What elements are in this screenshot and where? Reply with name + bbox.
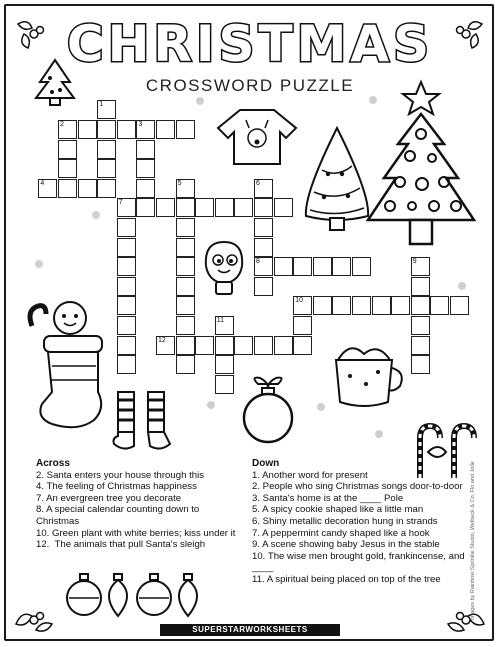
- crossword-cell[interactable]: [234, 198, 253, 217]
- christmas-tree-icon: [364, 78, 478, 252]
- crossword-cell[interactable]: [176, 120, 195, 139]
- crossword-cell[interactable]: [254, 179, 273, 198]
- clue-across-7: 7. An evergreen tree you decorate: [36, 492, 182, 504]
- crossword-cell[interactable]: [254, 336, 273, 355]
- crossword-cell[interactable]: [411, 257, 430, 276]
- crossword-cell[interactable]: [117, 336, 136, 355]
- clue-across-4: 4. The feeling of Christmas happiness: [36, 481, 197, 493]
- page-title: CHRISTMAS: [66, 15, 434, 73]
- snow-dot: [35, 260, 43, 268]
- snow-dot: [92, 211, 100, 219]
- snow-dot: [196, 97, 204, 105]
- crossword-cell[interactable]: [97, 140, 116, 159]
- crossword-cell[interactable]: [234, 336, 253, 355]
- crossword-cell[interactable]: [58, 179, 77, 198]
- crossword-cell[interactable]: [332, 257, 351, 276]
- crossword-cell[interactable]: [352, 257, 371, 276]
- crossword-cell[interactable]: [176, 198, 195, 217]
- ornament-icon: [240, 374, 296, 446]
- clue-down-6: 6. Shiny metallic decoration hung in strands: [252, 515, 438, 527]
- crossword-cell[interactable]: [176, 218, 195, 237]
- crossword-cell[interactable]: [97, 120, 116, 139]
- crossword-cell[interactable]: [274, 336, 293, 355]
- crossword-cell[interactable]: [215, 336, 234, 355]
- crossword-cell[interactable]: [313, 257, 332, 276]
- cone-tree-icon: [300, 124, 374, 232]
- crossword-cell[interactable]: [136, 159, 155, 178]
- crossword-cell[interactable]: [411, 336, 430, 355]
- clue-down-7: 7. A peppermint candy shaped like a hook: [252, 527, 430, 539]
- crossword-cell[interactable]: [254, 257, 273, 276]
- snow-dot: [207, 401, 215, 409]
- clue-number: 9: [412, 258, 417, 266]
- crossword-cell[interactable]: [215, 198, 234, 217]
- crossword-cell[interactable]: [254, 198, 273, 217]
- crossword-cell[interactable]: [411, 296, 430, 315]
- clue-across-2: 2. Santa enters your house through this: [36, 469, 204, 481]
- crossword-cell[interactable]: [156, 336, 175, 355]
- crossword-cell[interactable]: [274, 257, 293, 276]
- snow-dot: [458, 282, 466, 290]
- crossword-cell[interactable]: [58, 140, 77, 159]
- crossword-cell[interactable]: [450, 296, 469, 315]
- across-clues: [36, 458, 244, 551]
- crossword-cell[interactable]: [411, 277, 430, 296]
- clue-across-12: 12. The animals that pull Santa's sleigh: [36, 539, 206, 551]
- clue-down-2: 2. People who sing Christmas songs door-to-door: [252, 481, 463, 493]
- clue-number: 2: [60, 121, 64, 128]
- crossword-cell[interactable]: [254, 277, 273, 296]
- crossword-cell[interactable]: [78, 120, 97, 139]
- crossword-cell[interactable]: [372, 296, 391, 315]
- crossword-cell[interactable]: [58, 159, 77, 178]
- crossword-cell[interactable]: [58, 120, 77, 139]
- clue-number: 8: [256, 258, 260, 266]
- hot-cocoa-mug-icon: [328, 332, 408, 412]
- crossword-cell[interactable]: [97, 179, 116, 198]
- crossword-cell[interactable]: [176, 296, 195, 315]
- crossword-cell[interactable]: [254, 218, 273, 237]
- lightbulb-character-icon: [200, 238, 248, 300]
- crossword-cell[interactable]: [293, 296, 312, 315]
- image-credit: Images by Rainbow Sprinkle Studio, Welbeck & Co, Flo and Jolie: [470, 461, 476, 620]
- crossword-cell[interactable]: [156, 120, 175, 139]
- crossword-cell[interactable]: [293, 316, 312, 335]
- clue-number: 10: [295, 297, 303, 305]
- crossword-cell[interactable]: [215, 316, 234, 335]
- crossword-cell[interactable]: [313, 296, 332, 315]
- holly-icon: [12, 590, 56, 634]
- ornaments-row-icon: [66, 570, 216, 622]
- crossword-cell[interactable]: [176, 277, 195, 296]
- elf-boots-icon: [110, 388, 174, 456]
- small-tree-icon: [30, 56, 80, 108]
- crossword-cell[interactable]: [117, 316, 136, 335]
- crossword-cell[interactable]: [117, 238, 136, 257]
- crossword-cell[interactable]: [215, 355, 234, 374]
- crossword-cell[interactable]: [156, 198, 175, 217]
- crossword-cell[interactable]: [411, 316, 430, 335]
- crossword-cell[interactable]: [176, 257, 195, 276]
- crossword-cell[interactable]: [176, 179, 195, 198]
- crossword-cell[interactable]: [97, 159, 116, 178]
- clue-number: 6: [256, 179, 260, 187]
- crossword-cell[interactable]: [176, 316, 195, 335]
- crossword-cell[interactable]: [117, 296, 136, 315]
- clue-down-9: 9. A scene showing baby Jesus in the stable: [252, 539, 440, 551]
- crossword-cell[interactable]: [117, 355, 136, 374]
- page-subtitle: CROSSWORD PUZZLE: [145, 76, 355, 95]
- crossword-cell[interactable]: [117, 198, 136, 217]
- stocking-gingerbread-icon: [22, 296, 118, 436]
- crossword-cell[interactable]: [332, 296, 351, 315]
- clue-number: 1: [99, 101, 104, 109]
- clue-number: 12: [158, 336, 166, 344]
- clue-down-1: 1. Another word for present: [252, 469, 368, 481]
- crossword-cell[interactable]: [430, 296, 449, 315]
- holly-icon: [14, 14, 54, 54]
- crossword-cell[interactable]: [117, 120, 136, 139]
- crossword-cell[interactable]: [136, 120, 155, 139]
- clue-down-11: 11. A spiritual being placed on top of the tree: [252, 573, 441, 585]
- crossword-cell[interactable]: [411, 355, 430, 374]
- clue-number: 5: [177, 179, 182, 187]
- snow-dot: [375, 430, 383, 438]
- clue-down-10: 10. The wise men brought gold, frankincense, and ____: [252, 550, 468, 574]
- crossword-cell[interactable]: [215, 375, 234, 394]
- snow-dot: [317, 403, 325, 411]
- crossword-cell[interactable]: [254, 238, 273, 257]
- crossword-cell[interactable]: [38, 179, 57, 198]
- crossword-cell[interactable]: [117, 277, 136, 296]
- holly-icon: [444, 590, 488, 634]
- crossword-cell[interactable]: [293, 257, 312, 276]
- clue-across-8: 8. A special calendar counting down to Christmas: [36, 504, 202, 527]
- down-heading: Down: [252, 458, 280, 469]
- crossword-cell[interactable]: [136, 198, 155, 217]
- crossword-cell[interactable]: [117, 257, 136, 276]
- crossword-cell[interactable]: [176, 336, 195, 355]
- crossword-cell[interactable]: [195, 198, 214, 217]
- crossword-cell[interactable]: [136, 179, 155, 198]
- clue-number: 7: [118, 199, 123, 207]
- sweater-icon: [214, 106, 300, 168]
- clue-across-10: 10. Green plant with white berries; kiss under it: [36, 527, 236, 539]
- crossword-cell[interactable]: [391, 296, 410, 315]
- holly-icon: [446, 14, 486, 54]
- crossword-cell[interactable]: [352, 296, 371, 315]
- crossword-cell[interactable]: [176, 238, 195, 257]
- down-clues: [252, 458, 468, 586]
- clue-down-3: 3. Santa's home is at the ____ Pole: [252, 492, 404, 504]
- clue-number: 11: [216, 317, 225, 324]
- across-heading: Across: [36, 458, 70, 469]
- clue-number: 4: [40, 179, 45, 187]
- clue-number: 3: [138, 121, 143, 128]
- crossword-cell[interactable]: [136, 140, 155, 159]
- crossword-cell[interactable]: [78, 179, 97, 198]
- crossword-cell[interactable]: [274, 198, 293, 217]
- crossword-cell[interactable]: [97, 100, 116, 119]
- crossword-cell[interactable]: [176, 355, 195, 374]
- crossword-cell[interactable]: [195, 336, 214, 355]
- clue-down-5: 5. A spicy cookie shaped like a little man: [252, 504, 424, 516]
- crossword-cell[interactable]: [293, 336, 312, 355]
- crossword-cell[interactable]: [117, 218, 136, 237]
- brand-footer: SUPERSTARWORKSHEETS: [160, 624, 340, 636]
